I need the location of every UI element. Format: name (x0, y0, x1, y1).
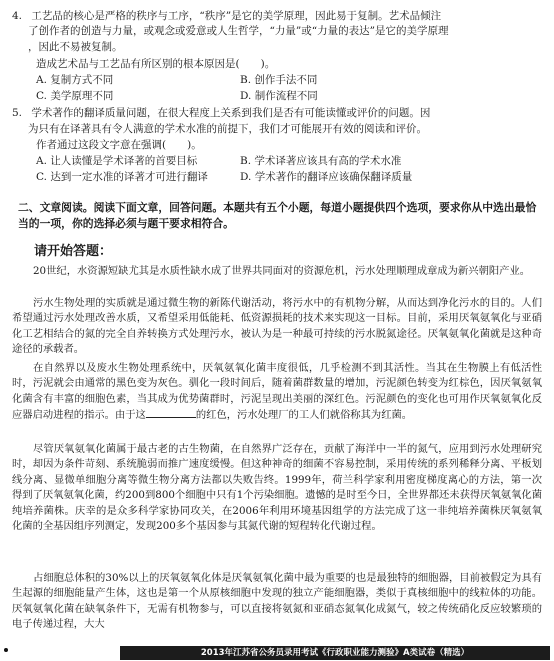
article-paragraph-3b: 的红色，污水处理厂的工人们就俗称其为红菌。 (195, 409, 413, 422)
article-paragraph-3 (12, 361, 542, 424)
article-paragraph-2: 污水生物处理的实质就是通过微生物的新陈代谢活动，将污水中的有机物分解，从而达到净化污水的目的。人们希望通过污水处理改善水质，又希望采用低能耗、低资源损耗的技术来实现这一目标。目前，采用厌氧氨氧化与亚硝化工艺相结合的氮的完全自养转换方式处理污水，被认为是一种最可持续的污水脱氮途径。厌氧氨氧化菌就是这种奇途径的承载者。 (12, 297, 542, 356)
section-title: 二、文章阅读。阅读下面文章，回答问题。本题共有五个小题，每道小题提供四个选项，要求你从中选出最恰当的一项，你的选择必须与题干要求相符合。 (18, 201, 537, 230)
start-answering-heading: 请开始答题： (34, 244, 113, 259)
q5-stem-2: 为只有在译著具有令人满意的学术水准的前提下，我们才可能展开有效的阅读和评价。 (28, 123, 427, 135)
q5-option-d[interactable]: D. 学术著作的翻译应该确保翻译质量 (240, 171, 413, 183)
q4-stem-1: 工艺品的核心是严格的秩序与工序，“秩序”是它的美学原理，因此易于复制。艺术品倾注 (31, 10, 442, 22)
fill-in-blank (146, 407, 196, 418)
article-paragraph-4: 尽管厌氧氨氧化菌属于最古老的古生物菌，在自然界广泛存在，贡献了海洋中一半的氮气，应用到污水处理研究时，却因为条件苛刻、系统脆弱而推广速度缓慢。但这种神奇的细菌不容易控制，采用传统的系列稀释分离、平板划线分离、显微单细胞分离等微生物分离方法都以失败告终。1999年，荷兰科学家利用密度梯度离心的方法，第一次得到了厌氧氨氧化菌，约200到800个细胞中只有1个污染细胞。遗憾的是时至今日，全世界都还未获得厌氧氨氧化菌纯培养菌株。庆幸的是众多科学家协同攻关，在2006年利用环境基因组学的方法完成了这一非纯培养菌株厌氧氨氧化菌的全基因组序列测定，发现200多个基因参与其氮代谢的短程转化代谢过程。 (12, 443, 542, 533)
q4-option-c[interactable]: C. 美学原理不同 (36, 90, 114, 102)
article-paragraph-3a: 在自然界以及废水生物处理系统中，厌氧氨氧化菌丰度很低，几乎检测不到其活性。当其在生物膜上有低活性时，污泥就会由通常的黑色变为灰色。驯化一段时间后，随着菌群数量的增加，污泥颜色转变为红棕色，因厌氧氨氧化菌含有丰富的细胞色素，当其成为优势菌群时，污泥呈现出美丽的深红色。污泥颜色的变化也可用作厌氧氨氧化反应器启动进程的指示。由于这 (12, 362, 542, 422)
article-paragraph-5: 占细胞总体积的30%以上的厌氧氨氧化体是厌氧氨氧化菌中最为重要的也是最独特的细胞器，目前被假定为具有生起源的细胞能量产生体，这也是第一个从原核细胞中发现的独立产能细胞器，类似于真核细胞中的线粒体的功能。厌氧氨氧化菌在缺氧条件下，无需有机物参与，可以直接将氨氮和亚硝态氮氧化成氮气，较之传统硝化反应较繁琐的电子传递过程，大大 (12, 572, 542, 631)
q5-option-c[interactable]: C. 达到一定水准的译著才可进行翻译 (36, 171, 208, 183)
q4-question: 造成艺术品与工艺品有所区别的根本原因是( )。 (36, 58, 276, 70)
q4-option-b[interactable]: B. 创作手法不同 (240, 74, 318, 86)
q5-stem-1: 学术著作的翻译质量问题，在很大程度上关系到我们是否有可能读懂或评价的问题。因 (31, 107, 431, 119)
q4-stem-2: 了创作者的创造与力量，或观念或爱意或人生哲学，“力量”或“力量的表达”是它的美学原理 (28, 25, 449, 37)
article-paragraph-1: 20世纪，水资源短缺尤其是水质性缺水成了世界共同面对的资源危机，污水处理顺理成章成为新兴朝阳产业。 (33, 265, 531, 277)
q4-option-d[interactable]: D. 制作流程不同 (240, 90, 318, 102)
q4-option-a[interactable]: A. 复制方式不同 (36, 74, 114, 86)
q5-question: 作者通过这段文字意在强调( )。 (36, 139, 202, 151)
q4-stem-3: ，因此不易被复制。 (28, 41, 123, 53)
q5-option-a[interactable]: A. 让人读懂是学术译著的首要目标 (36, 155, 198, 167)
q4-number: 4. (12, 10, 23, 22)
q5-line1 (12, 105, 430, 120)
q5-option-b[interactable]: B. 学术译著应该具有高的学术水准 (240, 155, 402, 167)
footer-banner: 2013年江苏省公务员录用考试《行政职业能力测验》A类试卷（精选） (120, 646, 550, 660)
q5-number: 5. (12, 107, 23, 119)
page-marker-dot (4, 648, 8, 652)
q4-line1 (12, 8, 441, 23)
